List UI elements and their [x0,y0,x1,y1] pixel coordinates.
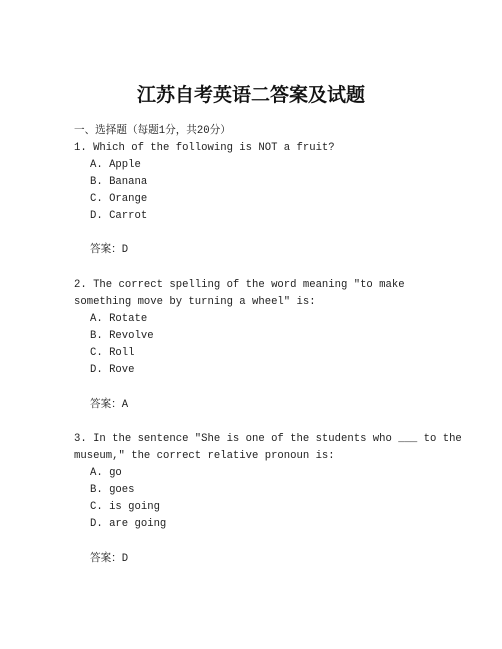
question-1-option-a: A. Apple [90,159,141,171]
question-1-answer: 答案：D [90,244,129,256]
question-2-option-c: C. Roll [90,347,135,359]
question-3-option-d: D. are going [90,518,167,530]
section-heading: 一、选择题（每题1分，共20分） [74,125,231,137]
question-1-option-b: B. Banana [90,176,148,188]
question-3-stem-line-1: 3. In the sentence "She is one of the students who ___ to the [74,433,462,445]
question-3-answer: 答案：D [90,553,129,565]
document-title: 江苏自考英语二答案及试题 [136,84,365,106]
question-3-stem-line-2: museum," the correct relative pronoun is: [74,450,335,462]
question-3-option-c: C. is going [90,501,160,513]
question-2-option-d: D. Rove [90,364,135,376]
question-2-option-b: B. Revolve [90,330,154,342]
question-1-option-d: D. Carrot [90,210,148,222]
question-1-option-c: C. Orange [90,193,148,205]
question-2-answer: 答案：A [90,399,129,411]
question-2-stem-line-2: something move by turning a wheel" is: [74,296,316,308]
question-2-stem-line-1: 2. The correct spelling of the word meaning "to make [74,279,405,291]
question-2-option-a: A. Rotate [90,313,148,325]
question-1-stem: 1. Which of the following is NOT a fruit? [74,142,335,154]
question-3-option-b: B. goes [90,484,135,496]
question-3-option-a: A. go [90,467,122,479]
